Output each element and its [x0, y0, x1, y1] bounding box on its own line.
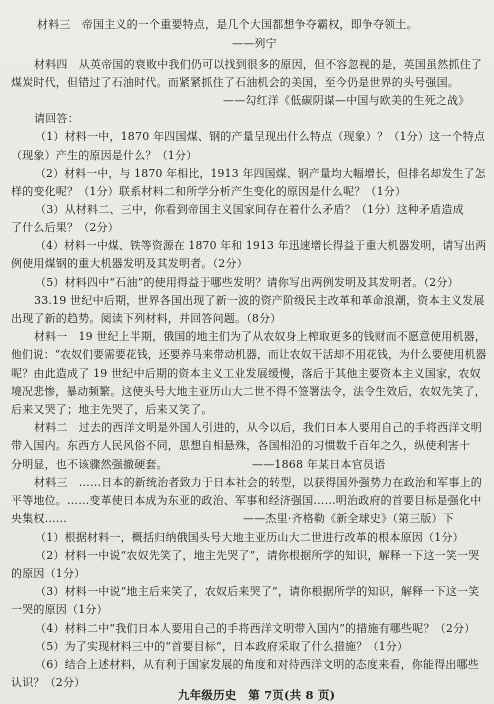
text-line: 一哭的原因（1分） [11, 603, 108, 616]
text-line: 材料三 帝国主义的一个重要特点，是几个大国都想争夺霸权，即争夺领土。 [37, 18, 418, 31]
text-line: 材料一 19 世纪上半期，俄国的地主们为了从农奴身上榨取更多的钱财而不愿意使用机器， [34, 330, 486, 343]
text-line: （5）为了实现材料三中的“首要目标”，日本政府采取了什么措施？（1分） [35, 640, 409, 653]
text-line: 认识？（2分） [11, 676, 86, 689]
text-line: （2）材料一中，与 1870 年相比，1913 年四国煤、钢产量均大幅增长，但排名却发生了怎 [35, 167, 486, 180]
text-line: 样的变化呢？（1分）联系材料二和所学分析产生变化的原因是什么呢？（1分） [11, 185, 407, 198]
text-line: （4）材料一中煤、铁等资源在 1870 年和 1913 年迅速增长得益于重大机器发明，请写出两 [35, 239, 487, 252]
text-line: 煤炭时代，但错过了石油时代。而紧紧抓住了石油机会的美国，至今仍是世界的头号强国。 [11, 76, 459, 89]
text-line: 请回答： [34, 112, 79, 125]
text-line: （1）根据材料一，概括归纳俄国头号大地主亚历山大二世进行改革的根本原因（1分） [35, 531, 464, 544]
text-line: 材料四 从英帝国的衰败中我们仍可以找到很多的原因，但不容忽视的是，英国虽然抓住了 [34, 58, 482, 71]
text-line: （2）材料一中说“农奴先笑了，地主先哭了”，请你根据所学的知识，解释一下这一笑一哭 [35, 549, 480, 562]
text-line: （现象）产生的原因是什么？（1分） [11, 149, 198, 162]
text-line: 平等地位。……变革使日本成为东亚的政治、军事和经济强国……明治政府的首要目标是强化中 [11, 494, 482, 507]
text-line: （3）从材料二、三中，你看到帝国主义国家间存在着什么矛盾？（1分）这种矛盾造成 [35, 203, 464, 216]
text-line: 央集权…… [11, 512, 67, 525]
text-line: 的原因（1分） [11, 567, 86, 580]
text-line: （1）材料一中，1870 年四国煤、钢的产量呈现出什么特点（现象）？（1分）这一个特点 [35, 130, 486, 143]
text-line: 材料三 ……日本的新统治者致力于日本社会的转型，以获得国外强势力在政治和军事上的 [34, 476, 482, 489]
text-line: （4）材料二中“我们日本人要用自己的手将西洋文明带入国内”的措施有哪些呢？（2分） [35, 622, 476, 635]
text-line: 后来又哭了；地主先哭了，后来又笑了。 [11, 403, 213, 416]
text-line: （5）材料四中“石油”的使用得益于哪些发明？请你写出两例发明及其发明者。（2分） [35, 276, 459, 289]
text-line: 了什么后果？（2分） [11, 221, 119, 234]
text-line: 33.19 世纪中后期，世界各国出现了新一波的资产阶级民主改革和革命浪潮，资本主义发展 [34, 294, 485, 307]
text-line: ——杰里·齐格勒《新全球史》（第三版）下 [243, 512, 454, 525]
text-line: 呢？由此造成了 19 世纪中后期的资本主义工业发展缓慢，落后于其他主要资本主义国家，农奴 [11, 367, 481, 380]
text-line: ——1868 年某日本官员语 [252, 458, 386, 471]
text-line: 分明显，也不该骤然强撤硬套。 [11, 458, 168, 471]
text-line: 出现了新的趋势。阅读下列材料，并回答问题。（8分） [11, 312, 282, 325]
text-line: 带入国内。东西方人民风俗不同，思想自相悬殊，各国相沿的习惯数千百年之久，纵使利害十 [11, 439, 471, 452]
text-line: （6）结合上述材料，从有利于国家发展的角度和对待西洋文明的态度来看，你能得出哪些 [35, 658, 479, 671]
text-line: 材料二 过去的西洋文明是外国人引进的，从今以后，我们日本人要用自己的手将西洋文明 [34, 421, 482, 434]
text-line: （3）材料一中说“地主后来笑了，农奴后来哭了”，请你根据所学的知识，解释一下这一笑 [35, 585, 480, 598]
text-line: 境况悲惨，暴动频繁。这使头号大地主亚历山大二世不得不签署法令，法令生效后，农奴先笑了， [11, 385, 486, 398]
text-line: ——勾红洋《低碳阴谋—中国与欧美的生死之战》 [223, 94, 470, 107]
text-line: 他们说：“农奴们要需要花钱，还要养马来带动机器，而让农奴干活却不用花钱，为什么要使用机器 [11, 348, 487, 361]
text-line: 例使用煤钢的重大机器发明及其发明者。（2分） [11, 257, 248, 270]
text-line: ——列宁 [232, 37, 277, 50]
page-footer: 九年级历史 第 7页(共 8 页) [178, 688, 336, 702]
